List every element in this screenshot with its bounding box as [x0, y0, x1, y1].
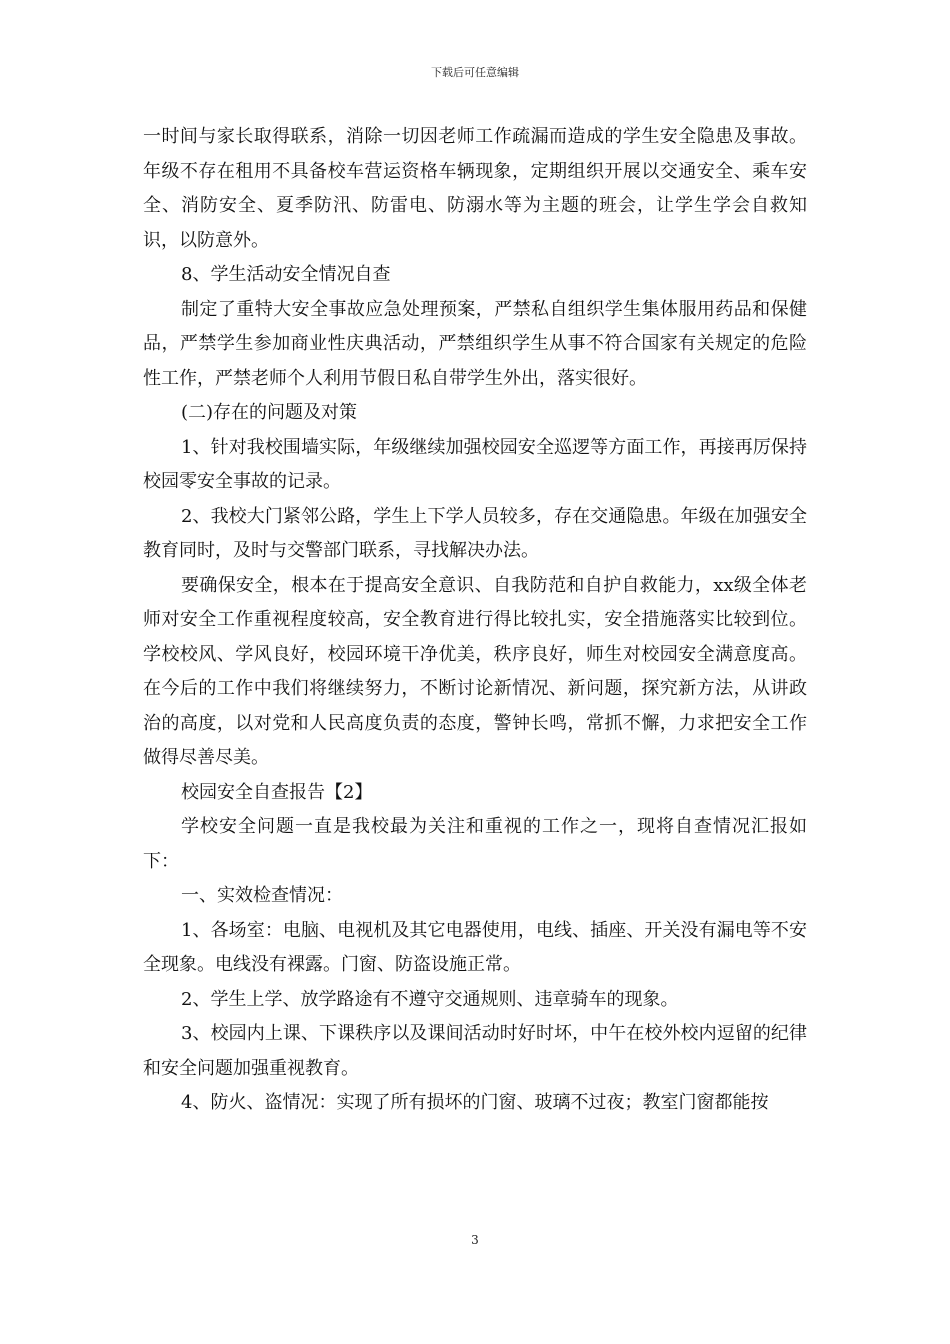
- page-header: 下载后可任意编辑: [431, 66, 519, 79]
- paragraph: 2、学生上学、放学路途有不遵守交通规则、违章骑车的现象。: [181, 988, 679, 1010]
- paragraph: 3、校园内上课、下课秩序以及课间活动时好时坏，中午在校外校内逗留的纪律和安全问题加强重视教育。: [143, 1023, 807, 1079]
- paragraph: 1、针对我校围墙实际，年级继续加强校园安全巡逻等方面工作，再接再厉保持校园零安全事故的记录。: [143, 436, 807, 492]
- paragraph: 2、我校大门紧邻公路，学生上下学人员较多，存在交通隐患。年级在加强安全教育同时，及时与交警部门联系，寻找解决办法。: [143, 505, 807, 561]
- section-heading: 8、学生活动安全情况自查: [181, 264, 391, 285]
- section-heading: 一、实效检查情况：: [181, 885, 343, 906]
- paragraph: 4、防火、盗情况：实现了所有损坏的门窗、玻璃不过夜；教室门窗都能按: [181, 1092, 769, 1113]
- paragraph: 制定了重特大安全事故应急处理预案，严禁私自组织学生集体服用药品和保健品，严禁学生参加商业性庆典活动，严禁组织学生从事不符合国家有关规定的危险性工作，严禁老师个人利用节假日私自带学生外出，落实很好。: [143, 298, 807, 389]
- report-title: 校园安全自查报告【2】: [181, 781, 373, 803]
- paragraph: 要确保安全，根本在于提高安全意识、自我防范和自护自救能力，xx级全体老师对安全工作重视程度较高，安全教育进行得比较扎实，安全措施落实比较到位。学校校风、学风良好，校园环境干净优美，秩序良好，师生对校园安全满意度高。在今后的工作中我们将继续努力，不断讨论新情况、新问题，探究新方法，从讲政治的高度，以对党和人民高度负责的态度，警钟长鸣，常抓不懈，力求把安全工作做得尽善尽美。: [143, 574, 807, 768]
- document-body: [143, 120, 807, 1121]
- page-number: 3: [471, 1233, 479, 1247]
- paragraph: 学校安全问题一直是我校最为关注和重视的工作之一，现将自查情况汇报如下：: [143, 816, 807, 872]
- paragraph: 一时间与家长取得联系，消除一切因老师工作疏漏而造成的学生安全隐患及事故。年级不存在租用不具备校车营运资格车辆现象，定期组织开展以交通安全、乘车安全、消防安全、夏季防汛、防雷电、防溺水等为主题的班会，让学生学会自救知识，以防意外。: [143, 126, 807, 251]
- section-heading: (二)存在的问题及对策: [181, 402, 358, 423]
- paragraph: 1、各场室：电脑、电视机及其它电器使用，电线、插座、开关没有漏电等不安全现象。电线没有裸露。门窗、防盗设施正常。: [143, 919, 807, 975]
